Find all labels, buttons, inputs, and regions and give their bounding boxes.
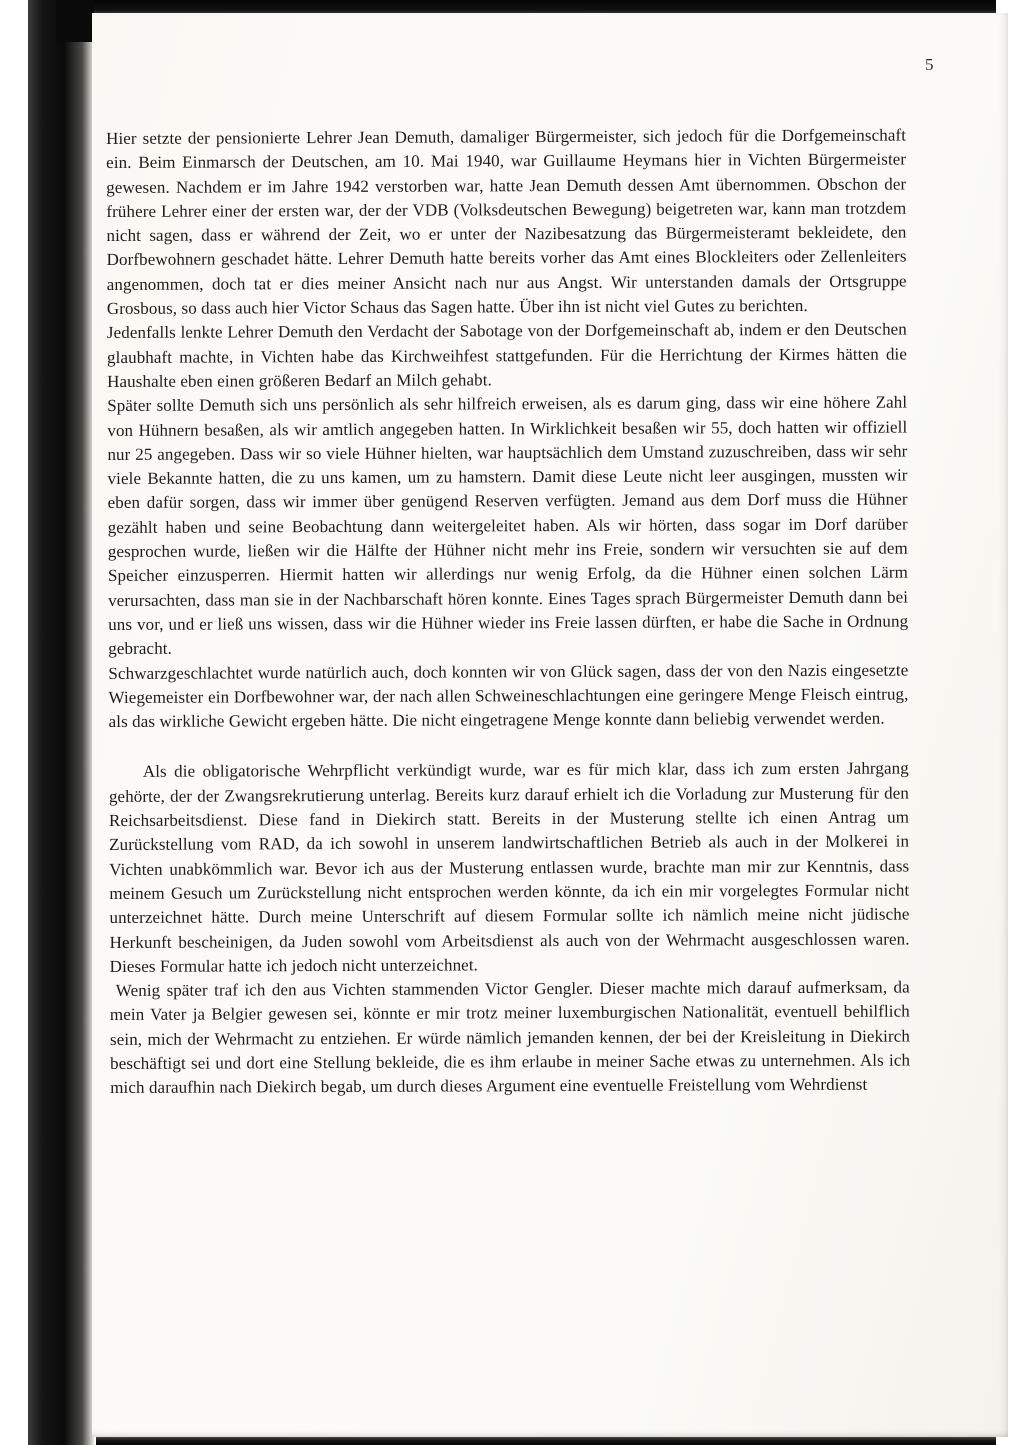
paragraph-2: Jedenfalls lenkte Lehrer Demuth den Verdacht der Sabotage von der Dorfgemeinschaft ab, indem er den Deutschen glaubhaft machte, in Vichten habe das Kirchweihfest stattgefunden. Für die Herrichtung der Kirmes hätten die Haushalte eben einen größeren Bedarf an Milch gehabt. [106,319,908,391]
paragraph-4: Schwarzgeschlachtet wurde natürlich auch, doch konnten wir von Glück sagen, dass der von den Nazis eingesetzte Wiegemeister ein Dorfbewohner war, der nach allen Schweineschlachtungen eine geringere Menge Fleisch eintrug, als das wirkliche Gewicht ergeben hätte. Die nicht eingetragene Menge konnte dann beliebig verwendet werden. [108,660,909,732]
paragraph-5: Als die obligatorische Wehrpflicht verkündigt wurde, war es für mich klar, dass ich zum ersten Jahrgang gehörte, der der Zwangsrekrutierung unterlag. Bereits kurz darauf erhielt ich die Vorladung zur Musterung für den Reichsarbeitsdienst. Diese fand in Diekirch statt. Bereits in der Musterung stellte ich einen Antrag um Zurückstellung vom RAD, da ich sowohl in unserem landwirtschaftlichen Betrieb als auch in der Molkerei in Vichten unabkömmlich war. Bevor ich aus der Musterung entlassen wurde, brachte man mir zur Kenntnis, dass meinem Gesuch um Zurückstellung nicht entsprochen werden könnte, da ich ein mir vorgelegtes Formular nicht unterzeichnet hätte. Durch meine Unterschrift auf diesem Formular sollte ich nämlich meine nicht jüdische Herkunft bescheinigen, da Juden sowohl vom Arbeitsdienst als auch von der Wehrmacht ausgeschlossen waren. Dieses Formular hatte ich jedoch nicht unterzeichnet. [108,758,910,976]
body-text [106,124,910,1101]
scan-edge-top [56,0,996,14]
paragraph-1: Hier setzte der pensionierte Lehrer Jean Demuth, damaliger Bürgermeister, sich jedoch für die Dorfgemeinschaft ein. Beim Einmarsch der Deutschen, am 10. Mai 1940, war Guillaume Heymans hier in Vichten Bürgermeister gewesen. Nachdem er im Jahre 1942 verstorben war, hatte Jean Demuth dessen Amt übernommen. Obschon der frühere Lehrer einer der ersten war, der der VDB (Volksdeutschen Bewegung) beigetreten war, kann man trotzdem nicht sagen, dass er während der Zeit, wo er unter der Nazibesatzung das Bürgermeisteramt bekleidete, den Dorfbewohnern geschadet hätte. Lehrer Demuth hatte bereits vorher das Amt eines Blockleiters oder Zellenleiters angenommen, doch tat er dies meiner Ansicht nach nur aus Angst. Wir unterstanden damals der Ortsgruppe Grosbous, so dass auch hier Victor Schaus das Sagen hatte. Über ihn ist nicht viel Gutes zu berichten. [106,125,907,319]
paragraph-3: Später sollte Demuth sich uns persönlich als sehr hilfreich erweisen, als es darum ging, dass wir eine höhere Zahl von Hühnern besaßen, als wir amtlich angegeben hatten. In Wirklichkeit besaßen wir 55, doch hatten wir offiziell nur 25 angegeben. Dass wir so viele Hühner hielten, war hauptsächlich dem Umstand zuzuschreiben, dass wir sehr viele Bekannte hatten, die zu uns kamen, um zu hamstern. Damit diese Leute nicht leer ausgingen, mussten wir eben dafür sorgen, dass wir immer über genügend Reserven verfügten. Jemand aus dem Dorf muss die Hühner gezählt haben und seine Beobachtung dann weitergeleitet haben. Als wir hörten, dass sogar im Dorf darüber gesprochen wurde, ließen wir die Hälfte der Hühner nicht mehr ins Freie, sondern wir versuchten sie auf dem Speicher einzusperren. Hiermit hatten wir allerdings nur wenig Erfolg, da die Hühner einen solchen Lärm verursachten, dass man sie in der Nachbarschaft hören konnte. Eines Tages sprach Bürgermeister Demuth dann bei uns vor, und er ließ uns wissen, dass wir die Hühner wieder ins Freie lassen dürften, er habe die Sache in Ordnung gebracht. [107,392,909,659]
book-spine-shadow [28,0,94,1445]
scan-edge-top-corner [56,0,94,42]
paragraph-6: Wenig später traf ich den aus Vichten stammenden Victor Gengler. Dieser machte mich darauf aufmerksam, da mein Vater ja Belgier gewesen sei, könnte er mir trotz meiner luxemburgischen Nationalität, eventuell behilflich sein, mich der Wehrmacht zu entziehen. Er würde nämlich jemanden kennen, der bei der Kreisleitung in Diekirch beschäftigt sei und dort eine Stellung bekleide, die es ihm erlaube in meiner Sache etwas zu unternehmen. Als ich mich daraufhin nach Diekirch begab, um durch dieses Argument eine eventuelle Freistellung vom Wehrdienst [109,977,911,1098]
page [92,13,1008,1437]
scan-edge-bottom [96,1436,996,1445]
page-number: 5 [925,55,934,74]
